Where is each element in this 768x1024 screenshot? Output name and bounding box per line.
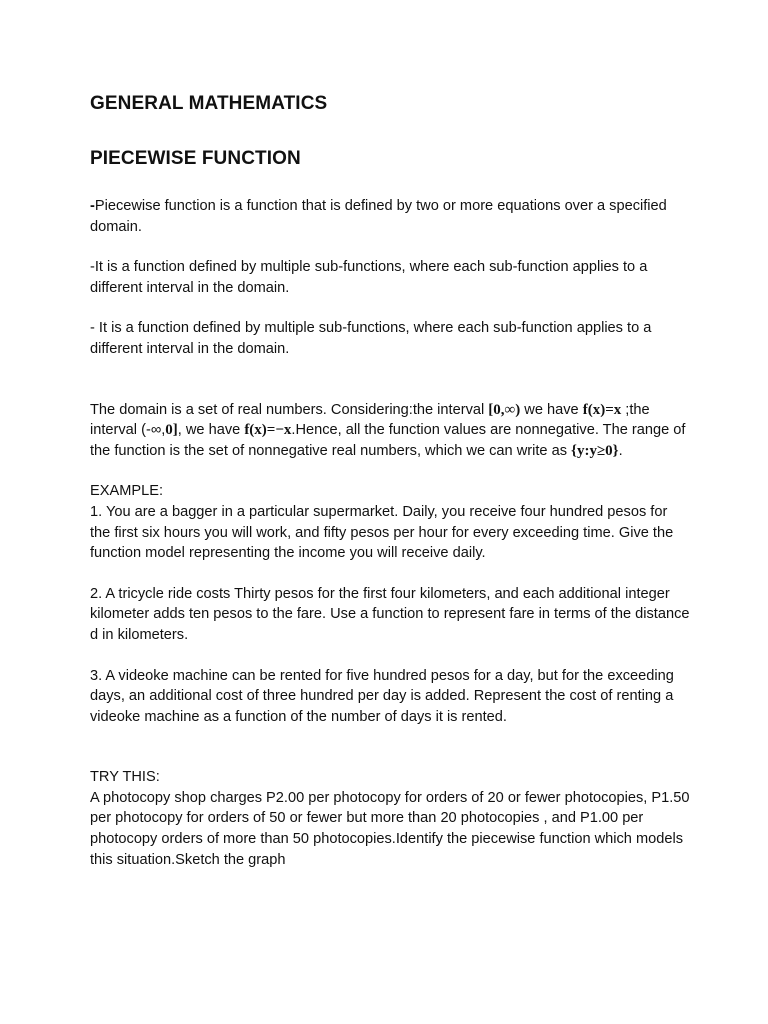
- domain-math-interval: [0,∞): [488, 401, 521, 418]
- definition-1-text: Piecewise function is a function that is defined by two or more equations over a specified domain.: [90, 198, 667, 235]
- definition-1-dash: -: [90, 198, 95, 214]
- domain-text-5: .Hence, all the function values are nonnegative. The range of the function is the set of nonnegative real numbers, which we can write as: [90, 422, 686, 459]
- domain-text-2: we have: [520, 401, 583, 418]
- domain-text-4: , we have: [177, 422, 245, 439]
- domain-math-fx-negative: f(x)=−x: [244, 422, 292, 439]
- domain-text-1: The domain is a set of real numbers. Considering:the interval: [90, 401, 489, 418]
- example-item-1: 1. You are a bagger in a particular supermarket. Daily, you receive four hundred pesos for the first six hours you will work, and fifty pesos per hour for every exceeding time. Give the function model representing the income you will receive daily.: [90, 503, 674, 562]
- document-page: [90, 92, 690, 870]
- definition-2: -It is a function defined by multiple sub-functions, where each sub-function applies to a different interval in the domain.: [90, 259, 648, 296]
- domain-math-range-set: {y:y≥0}: [571, 442, 619, 459]
- example-heading: EXAMPLE:: [90, 483, 163, 500]
- example-item-2: 2. A tricycle ride costs Thirty pesos for the first four kilometers, and each additional integer kilometer adds ten pesos to the fare. Use a function to represent fare in terms of the distance d in kilometers.: [90, 585, 690, 643]
- domain-paragraph: [90, 400, 690, 462]
- domain-math-zero: 0]: [165, 422, 178, 439]
- domain-text-3: ;the interval (-∞,: [90, 401, 650, 439]
- section-title: PIECEWISE FUNCTION: [90, 148, 301, 169]
- example-item-3: 3. A videoke machine can be rented for five hundred pesos for a day, but for the exceeding days, an additional cost of three hundred per day is added. Represent the cost of renting a videoke machine as a function of the number of days it is rented.: [90, 667, 674, 725]
- definition-3: - It is a function defined by multiple sub-functions, where each sub-function applies to a different interval in the domain.: [90, 320, 652, 357]
- try-this-text: A photocopy shop charges P2.00 per photocopy for orders of 20 or fewer photocopies, P1.50 per photocopy for orders of 50 or fewer but more than 20 photocopies , and P1.00 per photocopy orders of more than 50 photocopies.Identify the piecewise function which models this situation.Sketch the graph: [90, 789, 690, 868]
- document-title: GENERAL MATHEMATICS: [90, 93, 328, 114]
- domain-text-6: .: [618, 442, 623, 459]
- definition-1: [90, 196, 690, 237]
- domain-math-fx-positive: f(x)=x: [582, 401, 622, 418]
- try-this-heading: TRY THIS:: [90, 769, 160, 786]
